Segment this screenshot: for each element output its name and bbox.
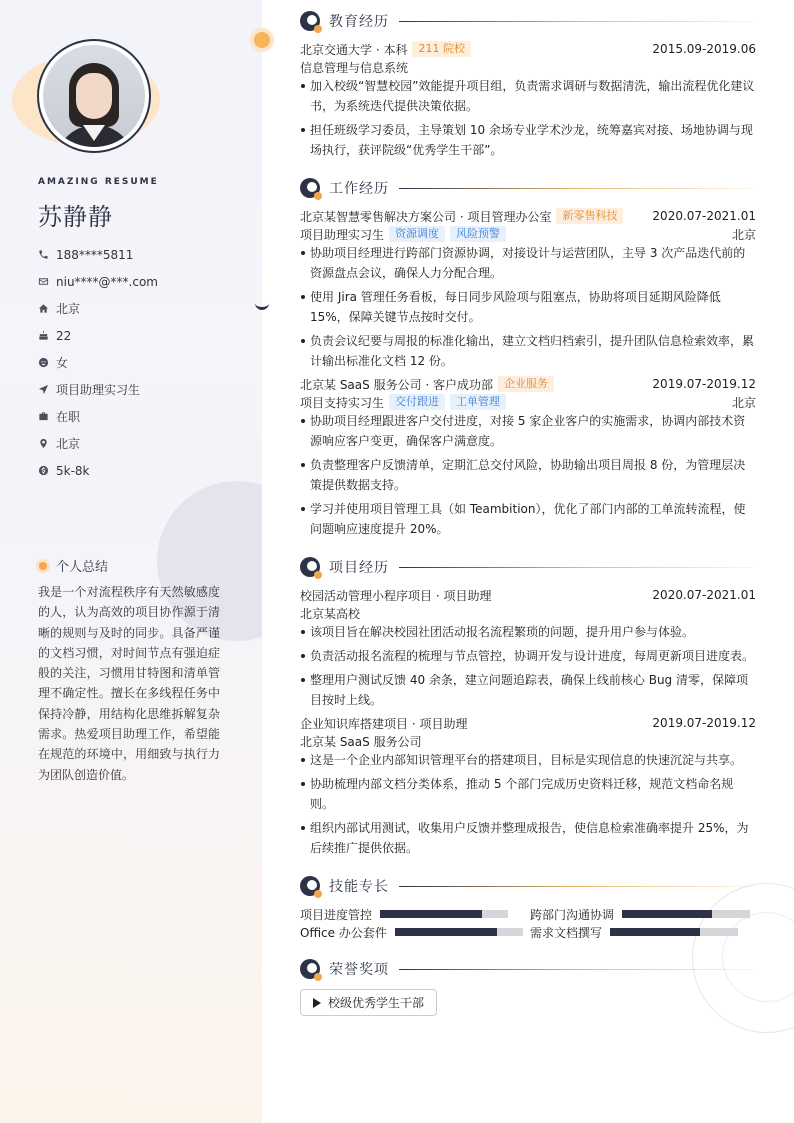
list-item: 协助项目经理跟进客户交付进度，对接 5 家企业客户的实施需求，协调内部技术资源响应客户变更，确保客户满意度。 [300, 411, 756, 451]
summary-header [36, 556, 108, 575]
job-company: 北京某智慧零售解决方案公司 · 项目管理办公室 [300, 209, 552, 224]
award-item [300, 989, 437, 1016]
project-bullets [300, 622, 756, 710]
education-date: 2015.09-2019.06 [652, 42, 756, 56]
section-icon [300, 557, 320, 577]
resume-tagline: AMAZING RESUME [38, 177, 159, 187]
job-industry-tag: 企业服务 [498, 376, 554, 392]
candidate-name: 苏静静 [38, 203, 113, 231]
list-item: 该项目旨在解决校园社团活动报名流程繁琐的问题，提升用户参与体验。 [300, 622, 756, 642]
project-name: 校园活动管理小程序项目 · 项目助理 [300, 588, 492, 603]
section-awards-header [300, 959, 756, 979]
job-city: 北京 [731, 227, 756, 242]
job-industry-tag: 新零售科技 [556, 208, 623, 224]
section-icon [300, 876, 320, 896]
job-date: 2019.07-2019.12 [652, 377, 756, 391]
section-divider [399, 21, 756, 22]
cake-icon [38, 330, 56, 341]
section-divider [399, 886, 756, 887]
skill-bar [395, 928, 523, 936]
gender-icon [38, 357, 56, 368]
section-title: 荣誉奖项 [329, 962, 389, 978]
skill-name: 需求文档撰写 [530, 925, 603, 940]
education-tag: 211 院校 [412, 41, 471, 57]
list-item: 负责会议纪要与周报的标准化输出，建立文档归档索引，提升团队信息检索效率，累计输出标准化文档 12 份。 [300, 331, 756, 371]
list-item: 负责整理客户反馈清单，定期汇总交付风险，协助输出项目周报 8 份，为管理层决策提供数据支持。 [300, 455, 756, 495]
section-icon [300, 11, 320, 31]
skill-item [530, 924, 738, 940]
location-icon [38, 438, 56, 449]
job-city: 北京 [731, 395, 756, 410]
project-date: 2020.07-2021.01 [652, 588, 756, 602]
summary-text: 我是一个对流程秩序有天然敏感度的人，认为高效的项目协作源于清晰的规则与及时的同步。具备严谨的文档习惯，对时间节点有强迫症般的关注，习惯用甘特图和清单管理不确定性。擅长在多线程任务中保持冷静，用结构化思维拆解复杂需求。热爱项目助理工作，希望能在规范的环境中，用细致与执行力为团队创造价值。 [38, 585, 220, 782]
skill-item [530, 906, 750, 922]
list-item: 组织内部试用测试，收集用户反馈并整理成报告，使信息检索准确率提升 25%，为后续推广提供依据。 [300, 818, 756, 858]
skill-name: 跨部门沟通协调 [530, 907, 615, 922]
job-skill-tag: 风险预警 [450, 226, 506, 242]
skill-name: Office 办公套件 [300, 925, 387, 940]
skill-bar-fill [380, 910, 482, 918]
skill-bar-fill [610, 928, 700, 936]
project-org-row [300, 604, 756, 622]
list-item: 负责活动报名流程的梳理与节点管控，协调开发与设计进度，每周更新项目进度表。 [300, 646, 756, 666]
section-icon [300, 959, 320, 979]
list-item: 协助项目经理进行跨部门资源协调，对接设计与运营团队，主导 3 次产品迭代前的资源盘点会议，确保人力分配合理。 [300, 243, 756, 283]
job-header [300, 375, 756, 393]
job-role: 项目助理实习生 [300, 227, 385, 242]
list-item: 使用 Jira 管理任务看板，每日同步风险项与阻塞点，协助将项目延期风险降低 15%，保障关键节点按时交付。 [300, 287, 756, 327]
send-icon [38, 384, 56, 395]
list-item: 协助梳理内部文档分类体系，推动 5 个部门完成历史资料迁移，规范文档命名规则。 [300, 774, 756, 814]
contact-position: 项目助理实习生 [38, 376, 158, 403]
section-title: 项目经历 [329, 560, 389, 576]
education-school: 北京交通大学 · 本科 [300, 42, 408, 57]
award-name: 校级优秀学生干部 [328, 996, 425, 1010]
contact-gender: 女 [38, 349, 158, 376]
avatar-frame [37, 39, 151, 153]
skill-bar [610, 928, 738, 936]
avatar [43, 45, 145, 147]
education-major: 信息管理与信息系统 [300, 60, 409, 75]
skill-bar-fill [395, 928, 497, 936]
project-org-row [300, 732, 756, 750]
job-skill-tag: 资源调度 [389, 226, 445, 242]
list-item: 加入校级“智慧校园”效能提升项目组，负责需求调研与数据清洗，输出流程优化建议书，为系统迭代提供决策依据。 [300, 76, 756, 116]
contact-residence: 北京 [38, 295, 158, 322]
project-org: 北京某 SaaS 服务公司 [300, 734, 422, 749]
section-skills-header [300, 876, 756, 896]
job-bullets [300, 411, 756, 539]
job-company: 北京某 SaaS 服务公司 · 客户成功部 [300, 377, 494, 392]
skill-name: 项目进度管控 [300, 907, 373, 922]
project-bullets [300, 750, 756, 858]
contact-status: 在职 [38, 403, 158, 430]
salary-icon [38, 465, 56, 476]
section-title: 教育经历 [329, 14, 389, 30]
job-role: 项目支持实习生 [300, 395, 385, 410]
contact-salary: 5k-8k [38, 457, 158, 484]
contact-email: niu****@***.com [38, 268, 158, 295]
skill-item [300, 924, 523, 940]
home-icon [38, 303, 56, 314]
sidebar [0, 0, 262, 1123]
project-org: 北京某高校 [300, 606, 361, 621]
job-header [300, 207, 756, 225]
skill-bar [380, 910, 508, 918]
decorative-dot [250, 28, 274, 52]
list-item: 学习并使用项目管理工具（如 Teambition），优化了部门内部的工单流转流程，使问题响应速度提升 20%。 [300, 499, 756, 539]
job-date: 2020.07-2021.01 [652, 209, 756, 223]
contact-list [38, 241, 158, 484]
skill-bar-fill [622, 910, 712, 918]
section-title: 工作经历 [329, 181, 389, 197]
section-title: 技能专长 [329, 879, 389, 895]
briefcase-icon [38, 411, 56, 422]
section-divider [399, 969, 756, 970]
job-skill-tag: 交付跟进 [389, 394, 445, 410]
skill-bar [622, 910, 750, 918]
section-education-header [300, 11, 756, 31]
skill-item [300, 906, 508, 922]
list-item: 整理用户测试反馈 40 余条，建立问题追踪表，确保上线前核心 Bug 清零，保障项目按时上线。 [300, 670, 756, 710]
education-major-row [300, 58, 756, 76]
contact-age: 22 [38, 322, 158, 349]
project-header [300, 714, 756, 732]
list-item: 这是一个企业内部知识管理平台的搭建项目，目标是实现信息的快速沉淀与共享。 [300, 750, 756, 770]
summary-title: 个人总结 [56, 560, 109, 575]
section-work-header [300, 178, 756, 198]
job-skill-tag: 工单管理 [450, 394, 506, 410]
project-name: 企业知识库搭建项目 · 项目助理 [300, 716, 468, 731]
project-header [300, 586, 756, 604]
triangle-right-icon [313, 998, 321, 1008]
education-row [300, 40, 756, 58]
decorative-arc [255, 290, 269, 310]
dot-icon [36, 559, 50, 573]
mail-icon [38, 276, 56, 287]
job-role-row [300, 225, 756, 243]
phone-icon [38, 249, 56, 260]
section-divider [399, 188, 756, 189]
project-date: 2019.07-2019.12 [652, 716, 756, 730]
section-icon [300, 178, 320, 198]
section-projects-header [300, 557, 756, 577]
contact-city: 北京 [38, 430, 158, 457]
list-item: 担任班级学习委员，主导策划 10 余场专业学术沙龙，统筹嘉宾对接、场地协调与现场执行，获评院级“优秀学生干部”。 [300, 120, 756, 160]
section-divider [399, 567, 756, 568]
contact-phone: 188****5811 [38, 241, 158, 268]
education-bullets [300, 76, 756, 160]
job-bullets [300, 243, 756, 371]
job-role-row [300, 393, 756, 411]
